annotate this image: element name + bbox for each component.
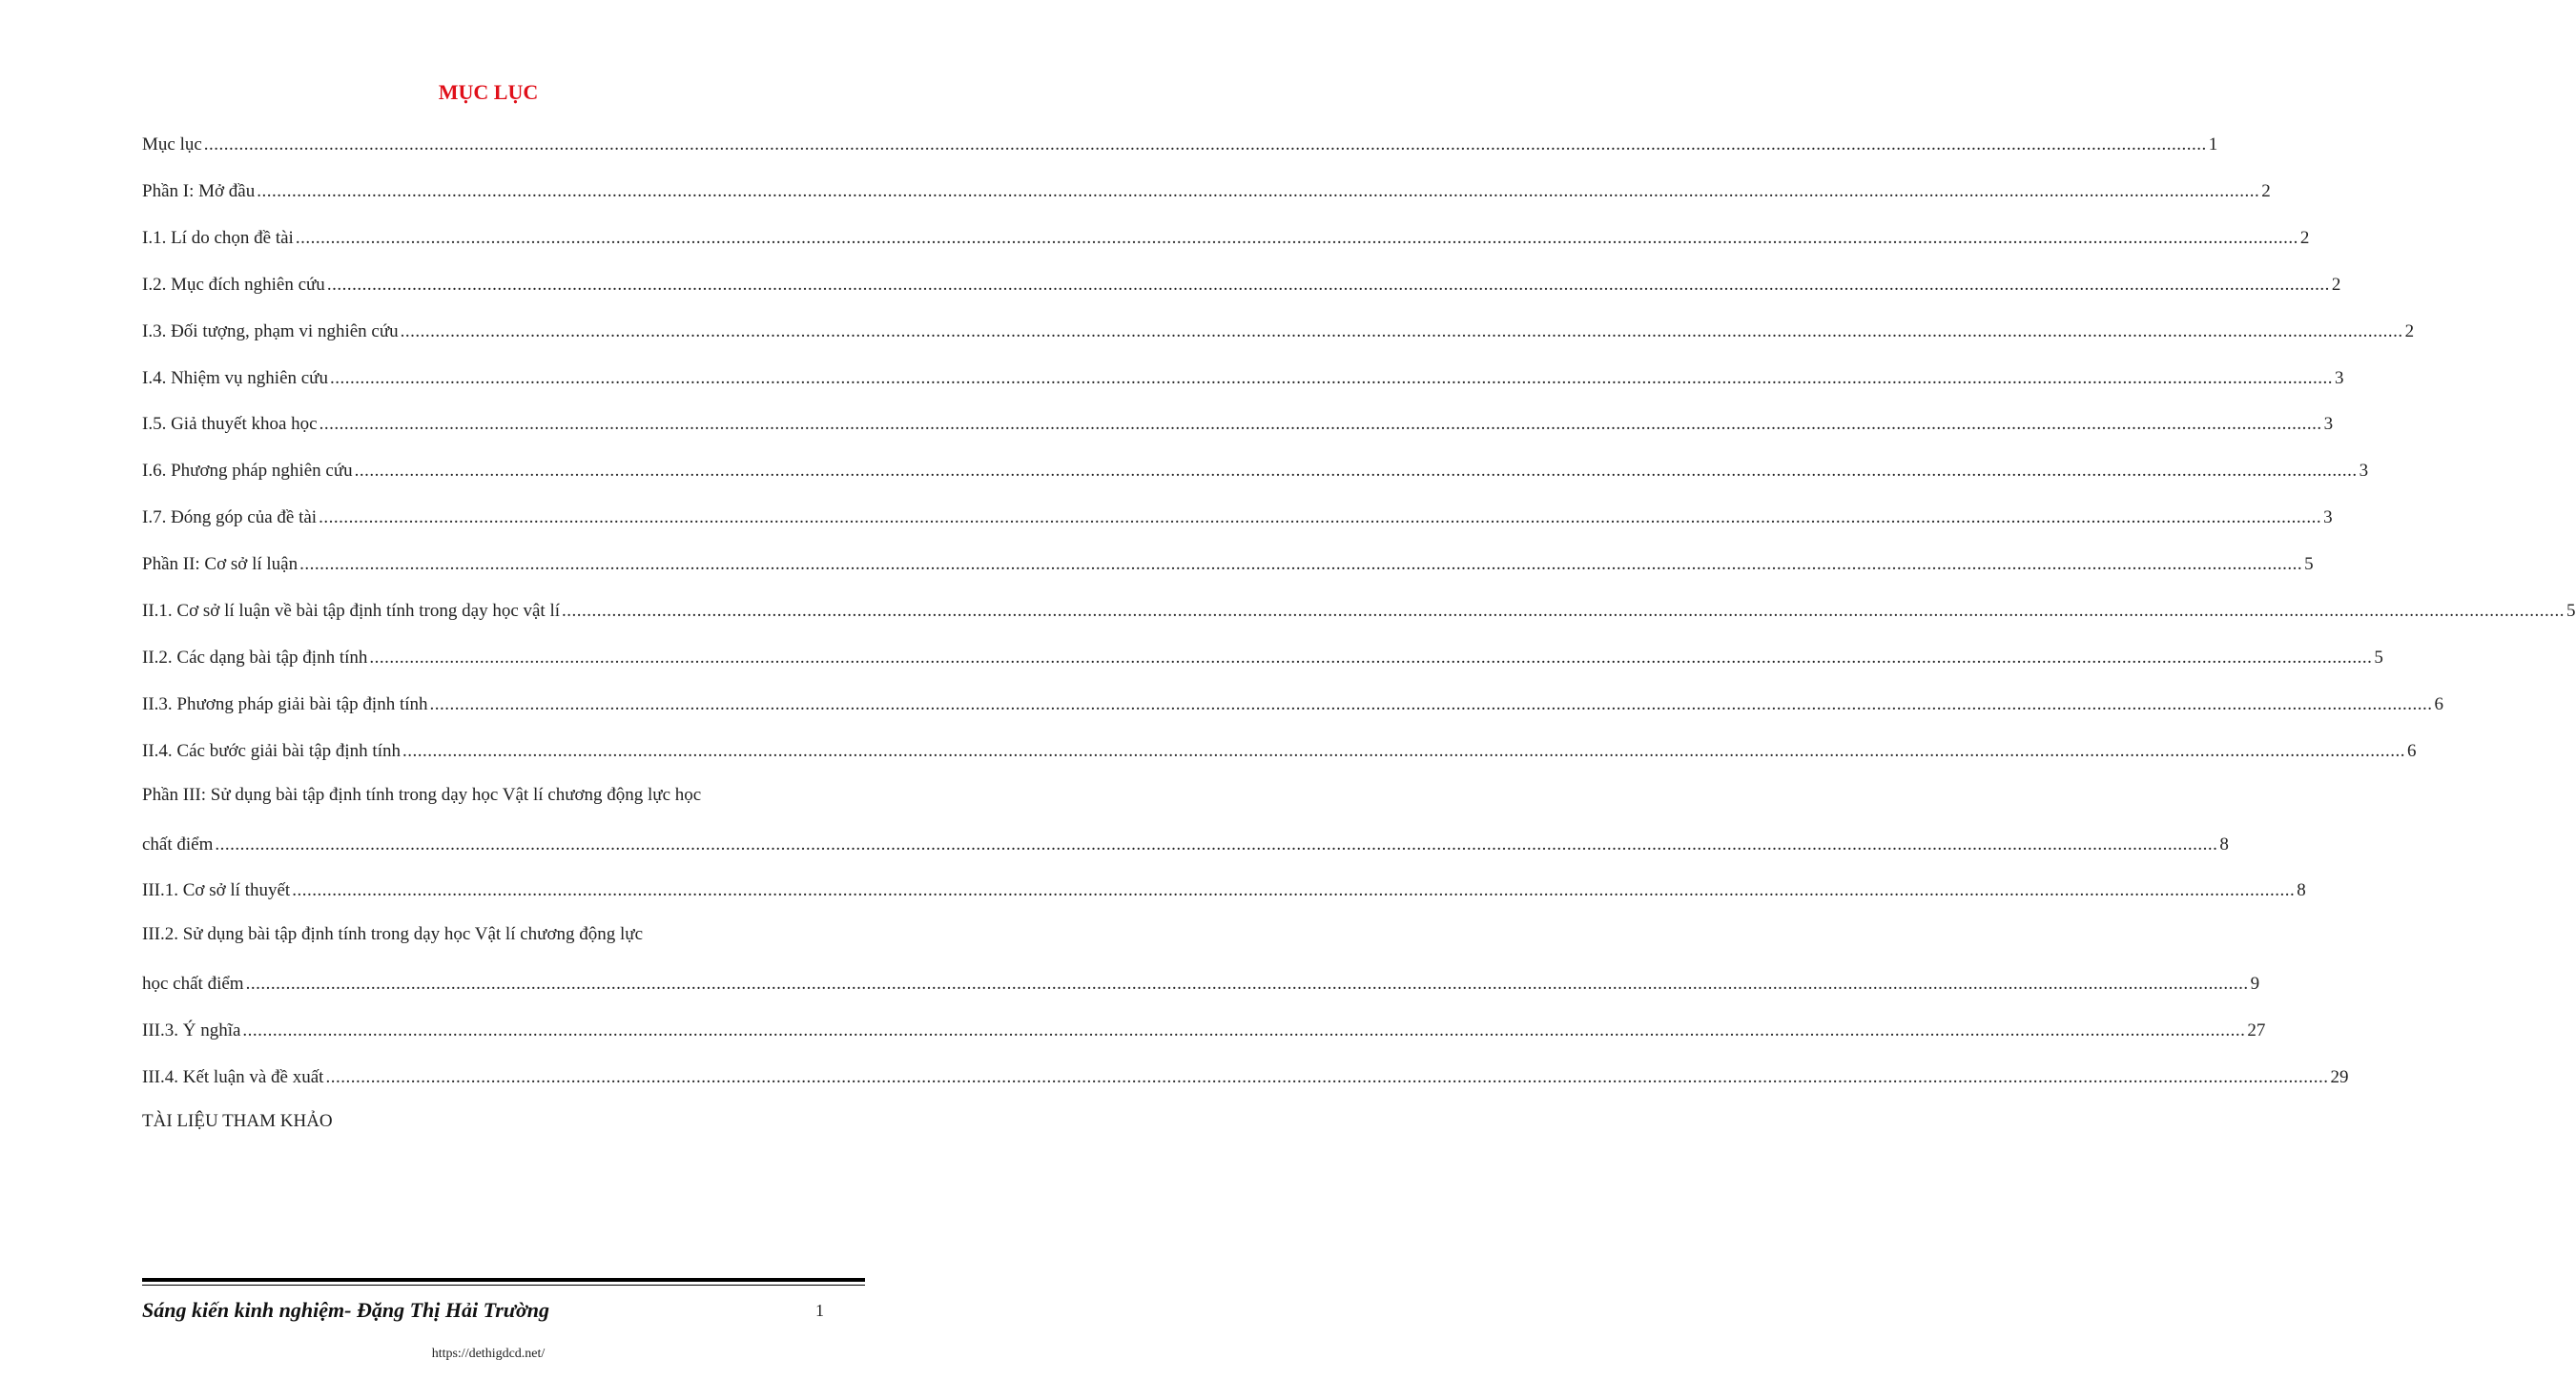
toc-entry-label: Mục lục — [142, 134, 202, 154]
toc-entry — [142, 593, 2576, 622]
toc-entry-page: 8 — [2219, 834, 2229, 855]
toc-leader-dots: ................................................................................................................................................................................................................................................................................................................................................................................................................ — [245, 974, 2249, 994]
toc-entry — [142, 640, 2383, 669]
toc-entry — [142, 733, 2417, 762]
toc-entry-page: 5 — [2566, 601, 2576, 621]
toc-entry-label: II.4. Các bước giải bài tập định tính — [142, 741, 401, 761]
toc-entry — [142, 500, 2333, 528]
toc-leader-dots: ................................................................................................................................................................................................................................................................................................................................................................................................................ — [325, 1067, 2329, 1087]
toc-entry-label: I.6. Phương pháp nghiên cứu — [142, 461, 353, 481]
toc-entry — [142, 1060, 2349, 1088]
toc-entry-page: 8 — [2297, 880, 2306, 900]
toc-leader-dots: ................................................................................................................................................................................................................................................................................................................................................................................................................ — [295, 228, 2298, 248]
toc-entry-label: I.4. Nhiệm vụ nghiên cứu — [142, 368, 328, 388]
toc-leader-dots: ................................................................................................................................................................................................................................................................................................................................................................................................................ — [299, 554, 2303, 574]
toc-entry-label: TÀI LIỆU THAM KHẢO — [142, 1111, 333, 1131]
toc-entry-label: I.3. Đối tượng, phạm vi nghiên cứu — [142, 321, 399, 341]
toc-entry-page: 2 — [2404, 321, 2415, 341]
toc-leader-dots: ................................................................................................................................................................................................................................................................................................................................................................................................................ — [329, 368, 2333, 388]
toc-entry-label: chất điểm — [142, 834, 214, 855]
footer-rule-thin — [142, 1285, 865, 1286]
toc-entry-label: I.7. Đóng góp của đề tài — [142, 507, 318, 527]
toc-entry-page: 9 — [2250, 974, 2260, 994]
toc-entry — [142, 174, 2271, 202]
toc-leader-dots: ................................................................................................................................................................................................................................................................................................................................................................................................................ — [429, 694, 2433, 714]
footer-url: https://dethigdcd.net/ — [431, 1347, 546, 1361]
toc-entry-page: 1 — [2208, 134, 2218, 154]
toc-leader-dots: ................................................................................................................................................................................................................................................................................................................................................................................................................ — [400, 321, 2403, 341]
toc-entry-label: học chất điểm — [142, 974, 244, 994]
toc-entry — [142, 873, 2306, 901]
toc-entry-page: 5 — [2374, 648, 2383, 668]
toc-entry-label: II.2. Các dạng bài tập định tính — [142, 648, 368, 668]
toc-entry — [142, 827, 2229, 855]
toc-entry-label: II.3. Phương pháp giải bài tập định tính — [142, 694, 428, 714]
toc-entry-page: 2 — [2261, 181, 2271, 201]
toc-leader-dots: ................................................................................................................................................................................................................................................................................................................................................................................................................ — [369, 648, 2373, 668]
toc-entry-label: III.2. Sử dụng bài tập định tính trong dạy học Vật lí chương động lực — [142, 924, 644, 944]
toc-entry-label: I.1. Lí do chọn đề tài — [142, 228, 294, 248]
toc-entry-page: 6 — [2406, 741, 2417, 761]
footer-author: Sáng kiến kinh nghiệm- Đặng Thị Hải Trường — [142, 1298, 549, 1322]
toc-entry — [142, 1013, 2266, 1041]
toc-entry — [142, 314, 2415, 342]
toc-entry — [142, 687, 2444, 715]
toc-entry-label: Phần I: Mở đầu — [142, 181, 256, 201]
toc-entry-page: 3 — [2334, 368, 2344, 388]
page-title: MỤC LỤC — [438, 80, 539, 104]
toc-leader-dots: ................................................................................................................................................................................................................................................................................................................................................................................................................ — [319, 414, 2322, 434]
footer-page-number: 1 — [815, 1301, 824, 1320]
toc-leader-dots: ................................................................................................................................................................................................................................................................................................................................................................................................................ — [257, 181, 2260, 201]
toc-entry-label: III.3. Ý nghĩa — [142, 1020, 241, 1040]
toc-leader-dots: ................................................................................................................................................................................................................................................................................................................................................................................................................ — [215, 834, 2218, 855]
toc-entry — [142, 406, 2334, 435]
toc-entry-page: 2 — [2299, 228, 2310, 248]
toc-leader-dots: ................................................................................................................................................................................................................................................................................................................................................................................................................ — [203, 134, 2207, 154]
toc-entry-label: Phần II: Cơ sở lí luận — [142, 554, 299, 574]
toc-leader-dots: ................................................................................................................................................................................................................................................................................................................................................................................................................ — [319, 507, 2322, 527]
toc-leader-dots: ................................................................................................................................................................................................................................................................................................................................................................................................................ — [402, 741, 2405, 761]
toc-entry-label: I.5. Giả thuyết khoa học — [142, 414, 318, 434]
toc-entry — [142, 966, 2260, 995]
toc-entry — [142, 546, 2314, 575]
toc-entry-label: III.4. Kết luận và đề xuất — [142, 1067, 324, 1087]
toc-entry-page: 3 — [2359, 461, 2369, 481]
toc-entry-page: 2 — [2331, 275, 2341, 295]
toc-entry-page: 29 — [2330, 1067, 2349, 1087]
toc-entry-page: 6 — [2434, 694, 2444, 714]
toc-entry-label: III.1. Cơ sở lí thuyết — [142, 880, 291, 900]
toc-entry — [142, 360, 2344, 389]
footer-rule-thick — [142, 1278, 865, 1282]
toc-entry-page: 3 — [2323, 414, 2334, 434]
toc-entry-label: I.2. Mục đích nghiên cứu — [142, 275, 325, 295]
toc-leader-dots: ................................................................................................................................................................................................................................................................................................................................................................................................................ — [292, 880, 2296, 900]
toc-leader-dots: ................................................................................................................................................................................................................................................................................................................................................................................................................ — [354, 461, 2358, 481]
toc-entry-page: 5 — [2304, 554, 2314, 574]
toc-entry-label: II.1. Cơ sở lí luận về bài tập định tính trong dạy học vật lí — [142, 601, 561, 621]
toc-entry-label: Phần III: Sử dụng bài tập định tính trong dạy học Vật lí chương động lực học — [142, 785, 702, 805]
toc-leader-dots: ................................................................................................................................................................................................................................................................................................................................................................................................................ — [326, 275, 2330, 295]
toc-entry — [142, 127, 2218, 155]
toc-entry-page: 27 — [2247, 1020, 2266, 1040]
toc-entry — [142, 453, 2369, 482]
toc-entry — [142, 220, 2310, 249]
toc-entry-page: 3 — [2323, 507, 2333, 527]
toc-entry — [142, 267, 2341, 296]
toc-leader-dots: ................................................................................................................................................................................................................................................................................................................................................................................................................ — [242, 1020, 2246, 1040]
toc-leader-dots: ................................................................................................................................................................................................................................................................................................................................................................................................................ — [562, 601, 2566, 621]
